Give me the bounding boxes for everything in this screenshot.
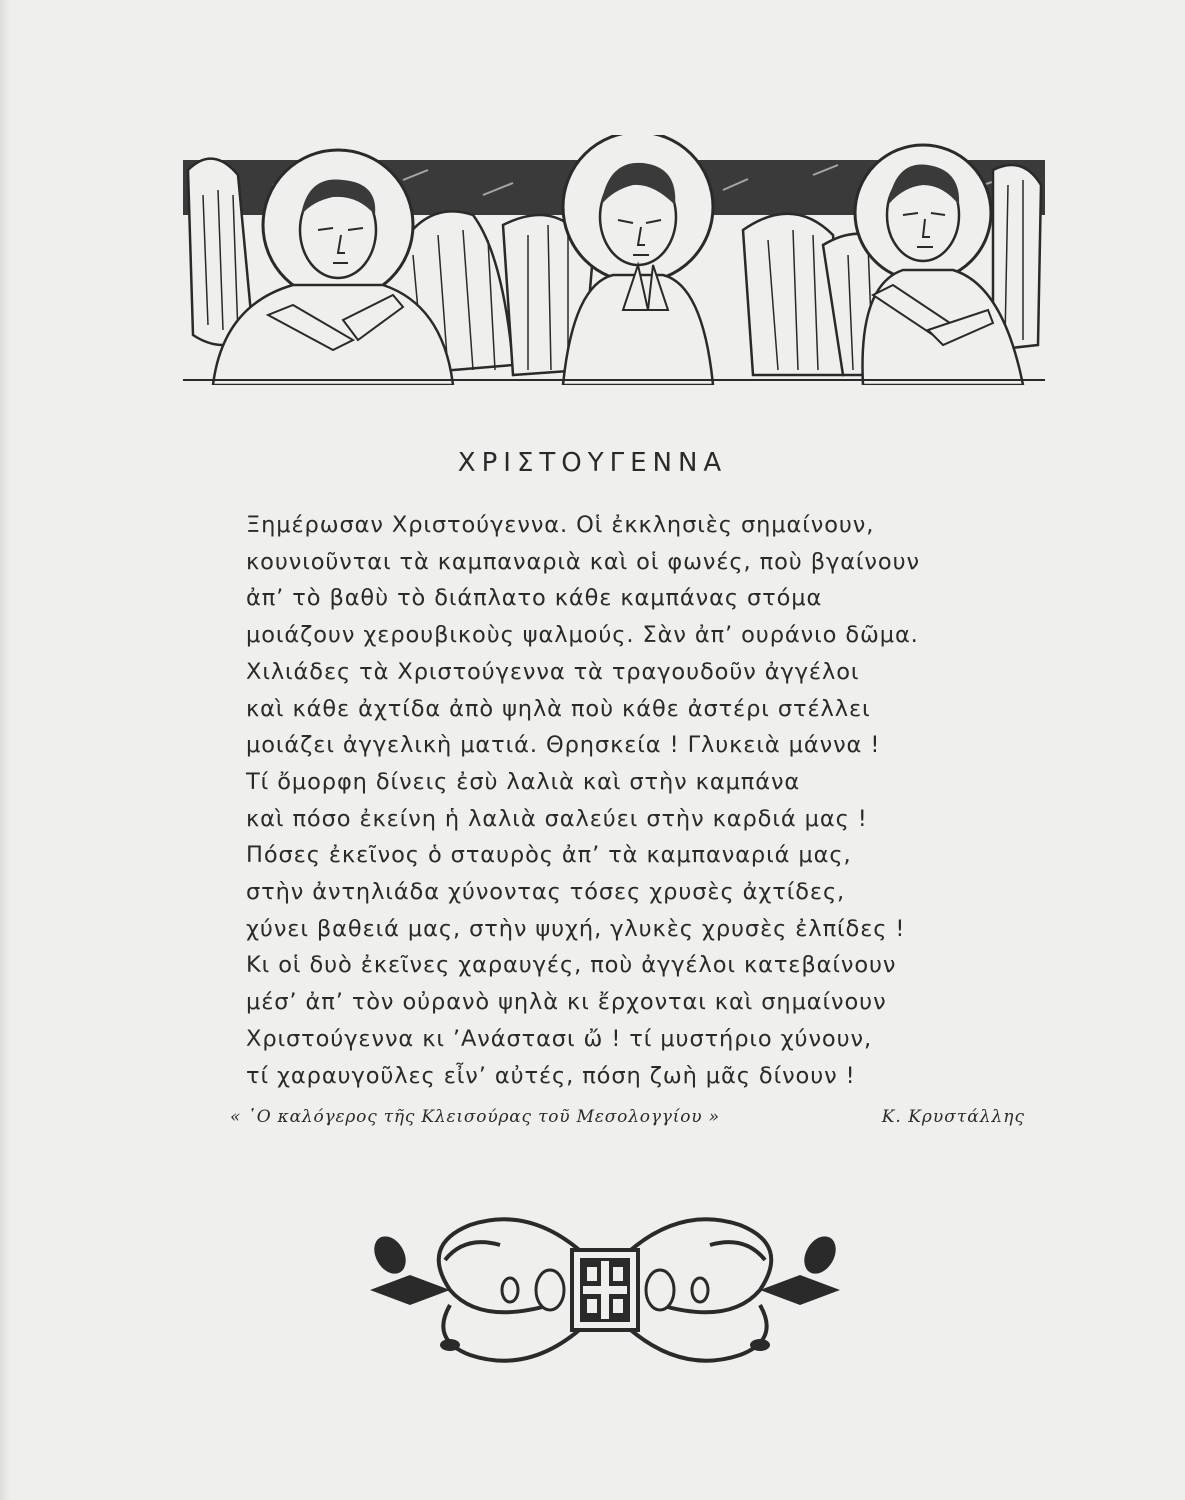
page-edge <box>0 0 10 1500</box>
author-name: Κ. Κρυστάλλης <box>881 1107 1025 1127</box>
source-citation: « ῾Ο καλόγερος τῆς Κλεισούρας τοῦ Μεσολογγίου » <box>230 1107 720 1127</box>
poem-line: ἀπ’ τὸ βαθὺ τὸ διάπλατο κάθε καμπάνας στόμα <box>246 585 823 612</box>
poem-line: Ξημέρωσαν Χριστούγεννα. Οἱ ἐκκλησιὲς σημαίνουν, <box>246 512 875 538</box>
poem-line: μοιάζουν χερουβικοὺς ψαλμούς. Σὰν ἀπ’ ουράνιο δῶμα. <box>246 622 919 649</box>
poem-line: μέσ’ ἀπ’ τὸν οὐρανὸ ψηλὰ κι ἔρχονται καὶ σημαίνουν <box>246 989 887 1016</box>
poem-line: Τί ὄμορφη δίνεις ἐσὺ λαλιὰ καὶ στὴν καμπάνα <box>246 768 801 795</box>
poem-line: Χιλιάδες τὰ Χριστούγεννα τὰ τραγουδοῦν ἀγγέλοι <box>246 658 860 685</box>
poem-line: Πόσες ἐκεῖνος ὁ σταυρὸς ἀπ’ τὰ καμπαναριά μας, <box>246 842 852 869</box>
poem-line: τί χαραυγοῦλες εἶν’ αὐτές, πόση ζωὴ μᾶς δίνουν ! <box>246 1062 856 1089</box>
angels-illustration-icon <box>183 135 1045 385</box>
cross-ornament-icon <box>350 1195 860 1385</box>
poem-line: Κι οἱ δυὸ ἐκεῖνες χαραυγές, ποὺ ἀγγέλοι κατεβαίνουν <box>246 952 897 979</box>
poem-line: καὶ κάθε ἀχτίδα ἀπὸ ψηλὰ ποὺ κάθε ἀστέρι στέλλει <box>246 695 871 722</box>
poem-line: μοιάζει ἀγγελικὴ ματιά. Θρησκεία ! Γλυκειὰ μάννα ! <box>246 732 881 759</box>
poem-line: κουνιοῦνται τὰ καμπαναριὰ καὶ οἱ φωνές, ποὺ βγαίνουν <box>246 548 920 575</box>
poem-line: καὶ πόσο ἐκείνη ἡ λαλιὰ σαλεύει στὴν καρδιά μας ! <box>246 805 868 832</box>
poem-title: ΧΡΙΣΤΟΥΓΕΝΝΑ <box>457 448 728 478</box>
poem-line: χύνει βαθειά μας, στὴν ψυχή, γλυκὲς χρυσὲς ἐλπίδες ! <box>246 915 906 942</box>
poem-text <box>246 507 1026 1094</box>
poem-line: στὴν ἀντηλιάδα χύνοντας τόσες χρυσὲς ἀχτίδες, <box>246 879 846 906</box>
poem-line: Χριστούγεννα κι ’Ανάστασι ὤ ! τί μυστήριο χύνουν, <box>246 1025 873 1052</box>
